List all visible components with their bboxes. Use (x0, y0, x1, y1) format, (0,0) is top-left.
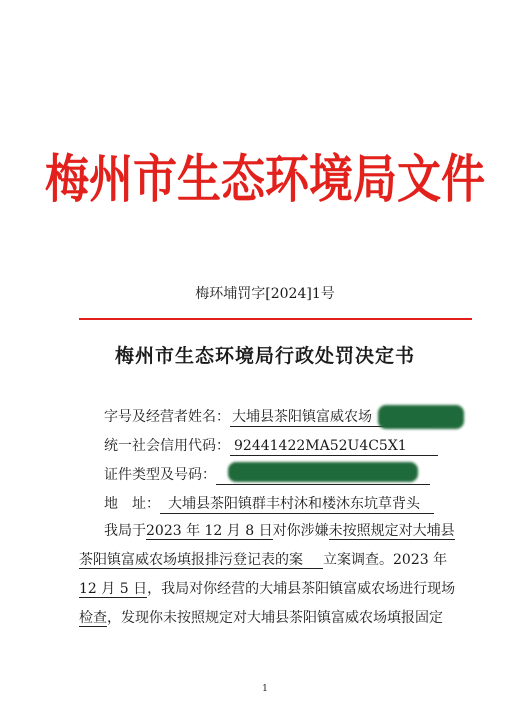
redaction-block (378, 405, 464, 429)
case-name-cont: 茶阳镇富威农场填报排污登记表的案 (79, 552, 323, 569)
field-name-label: 字号及经营者姓名： (104, 409, 230, 425)
body-line-1: 我局于2023 年 12 月 8 日对你涉嫌未按照规定对大埔县 (104, 523, 455, 539)
body-line-4: 检查，发现你未按照规定对大埔县茶阳镇富威农场填报固定 (79, 610, 443, 626)
redaction-block (228, 462, 418, 482)
field-name-value: 大埔县茶阳镇富威农场 (230, 409, 432, 427)
decision-title: 梅州市生态环境局行政处罚决定书 (114, 345, 415, 367)
case-date: 2023 年 12 月 8 日 (146, 523, 273, 539)
case-name: 未按照规定对大埔县 (328, 523, 455, 539)
field-credit-label: 统一社会信用代码： (104, 438, 230, 454)
body-line-3: 12 月 5 日，我局对你经营的大埔县茶阳镇富威农场进行现场 (79, 581, 456, 597)
inspection-word: 检查 (79, 610, 107, 626)
field-id-label: 证件类型及号码： (104, 467, 216, 483)
red-divider (79, 318, 472, 320)
field-address-value: 大埔县茶阳镇群丰村沐和楼沐东坑草背头 (160, 496, 434, 514)
body-line-2: 茶阳镇富威农场填报排污登记表的案 立案调查。2023 年 (79, 552, 448, 568)
masthead-title: 梅州市生态环境局文件 (45, 150, 485, 211)
page-number: 1 (262, 684, 268, 694)
field-credit-row (104, 437, 438, 456)
field-address-label: 地 址： (104, 496, 160, 512)
document-number: 梅环埔罚字[2024]1号 (195, 286, 335, 302)
field-credit-value: 92441422MA52U4C5X1 (230, 438, 438, 456)
field-address-row (104, 495, 434, 514)
inspection-date: 12 月 5 日 (79, 581, 148, 597)
